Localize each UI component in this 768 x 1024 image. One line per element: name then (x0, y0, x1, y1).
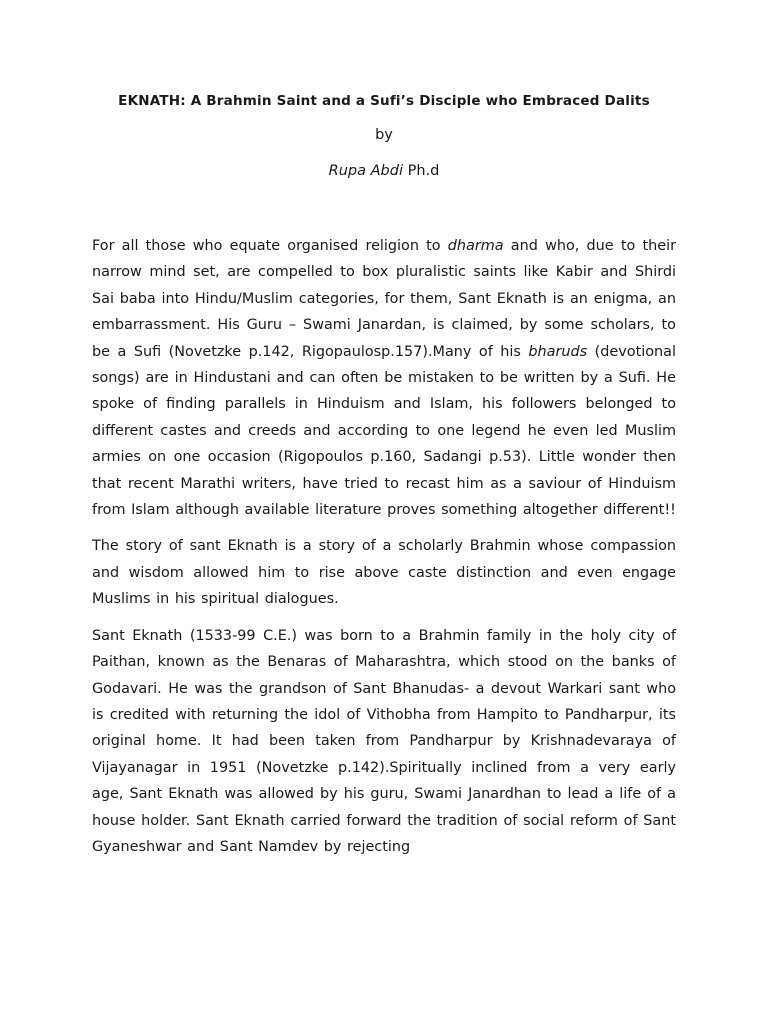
document-title: EKNATH: A Brahmin Saint and a Sufi’s Disciple who Embraced Dalits (118, 93, 650, 109)
paragraph (92, 533, 676, 612)
byline-by: by (375, 127, 393, 143)
text-run: Sant Eknath (1533-99 C.E.) was born to a Brahmin family in the holy city of Paithan, known as the Benaras of Maharashtra, which stood on the banks of Godavari. He was the grandson of Sant Bhanudas- a devout Warkari sant who is credited with returning the idol of Vithobha from Hampito to Pandharpur, its original home. It had been taken from Pandharpur by Krishnadevaraya of Vijayanagar in 1951 (Novetzke p.142).Spiritually inclined from a very early age, Sant Eknath was allowed by his guru, Swami Janardhan to lead a life of a house holder. Sant Eknath carried forward the tradition of social reform of Sant Gyaneshwar and Sant Namdev by rejecting (92, 627, 676, 855)
italic-term: bharuds (528, 343, 588, 360)
author-degree: Ph.d (402, 163, 440, 179)
paragraph (92, 233, 676, 523)
text-run: The story of sant Eknath is a story of a scholarly Brahmin whose compassion and wisdom allowed him to rise above caste distinction and even engage Muslims in his spiritual dialogues. (92, 538, 676, 608)
text-run: For all those who equate organised religion to (92, 238, 448, 254)
body-text (92, 233, 676, 870)
author-line (0, 163, 768, 179)
italic-term: dharma (447, 238, 504, 254)
text-run: (devotional songs) are in Hindustani and can often be mistaken to be written by a Sufi. He spoke of finding parallels in Hinduism and Islam, his followers belonged to different castes and creeds and according to one legend he even led Muslim armies on one occasion (Rigopoulos p.160, Sadangi p.53). Little wonder then that recent Marathi writers, have tried to recast him as a saviour of Hinduism from Islam although available literature proves something altogether different!! (92, 343, 676, 519)
paragraph (92, 623, 676, 861)
text-run: and who, due to their narrow mind set, are compelled to box pluralistic saints like Kabir and Shirdi Sai baba into Hindu/Muslim categories, for them, Sant Eknath is an enigma, an embarrassment. His Guru – Swami Janardan, is claimed, by some scholars, to be a Sufi (Novetzke p.142, Rigopaulosp.157).Many of his (92, 238, 676, 360)
author-name: Rupa Abdi (328, 163, 403, 179)
